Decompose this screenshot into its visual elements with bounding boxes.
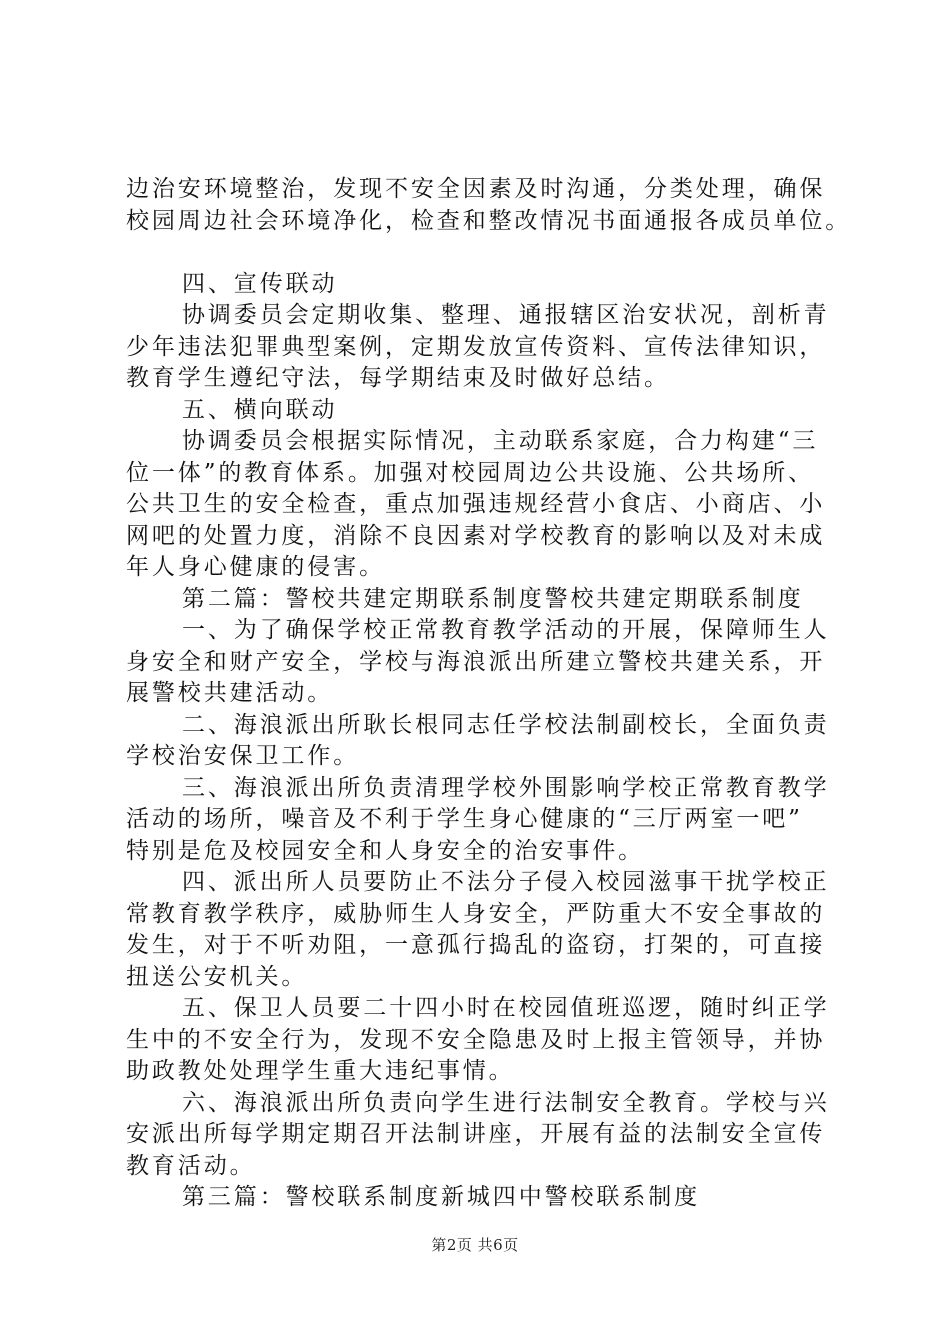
text-line: 五、横向联动 <box>182 396 338 423</box>
text-line: 发生，对于不听劝阻，一意孤行捣乱的盗窃，打架的，可直接 <box>126 932 826 958</box>
text-line: 展警校共建活动。 <box>126 680 334 706</box>
text-line: 教育活动。 <box>126 1152 256 1179</box>
text-line: 特别是危及校园安全和人身安全的治安事件。 <box>126 837 644 864</box>
text-line: 位一体”的教育体系。加强对校园周边公共设施、公共场所、 <box>126 459 815 486</box>
text-line: 五、保卫人员要二十四小时在校园值班巡逻，随时纠正学 <box>182 995 830 1021</box>
text-line: 协调委员会定期收集、整理、通报辖区治安状况，剖析青 <box>182 302 830 328</box>
page-footer: 第2页 共6页 <box>431 1236 519 1254</box>
text-line: 三、海浪派出所负责清理学校外围影响学校正常教育教学 <box>182 774 830 801</box>
text-line: 生中的不安全行为，发现不安全隐患及时上报主管领导，并协 <box>126 1026 826 1053</box>
text-line: 扭送公安机关。 <box>126 963 308 990</box>
text-line: 一、为了确保学校正常教育教学活动的开展，保障师生人 <box>182 617 830 643</box>
text-line: 第三篇：警校联系制度新城四中警校联系制度 <box>182 1184 700 1210</box>
paragraph-gap <box>126 237 846 269</box>
text-line: 二、海浪派出所耿长根同志任学校法制副校长，全面负责 <box>182 711 830 738</box>
text-line: 六、海浪派出所负责向学生进行法制安全教育。学校与兴 <box>182 1089 830 1116</box>
text-line: 网吧的处置力度，消除不良因素对学校教育的影响以及对未成 <box>126 522 826 549</box>
text-line: 安派出所每学期定期召开法制讲座，开展有益的法制安全宣传 <box>126 1121 826 1147</box>
text-line: 公共卫生的安全检查，重点加强违规经营小食店、小商店、小 <box>126 491 826 517</box>
text-line: 助政教处处理学生重大违纪事情。 <box>126 1058 515 1084</box>
text-line: 第二篇：警校共建定期联系制度警校共建定期联系制度 <box>182 585 804 612</box>
text-line: 少年违法犯罪典型案例，定期发放宣传资料、宣传法律知识， <box>126 333 826 360</box>
text-line: 身安全和财产安全，学校与海浪派出所建立警校共建关系，开 <box>126 648 826 675</box>
text-line: 校园周边社会环境净化，检查和整改情况书面通报各成员单位。 <box>126 207 852 234</box>
document-body <box>126 174 852 1214</box>
text-line: 活动的场所，噪音及不利于学生身心健康的“三厅两室一吧” <box>126 806 803 832</box>
text-line: 四、宣传联动 <box>182 270 338 297</box>
text-line: 边治安环境整治，发现不安全因素及时沟通，分类处理，确保 <box>126 176 826 202</box>
text-line: 四、派出所人员要防止不法分子侵入校园滋事干扰学校正 <box>182 869 830 895</box>
text-line: 学校治安保卫工作。 <box>126 743 360 769</box>
text-line: 常教育教学秩序，威胁师生人身安全，严防重大不安全事故的 <box>126 900 826 927</box>
text-line: 教育学生遵纪守法，每学期结束及时做好总结。 <box>126 365 670 391</box>
text-line: 年人身心健康的侵害。 <box>126 554 385 580</box>
text-line: 协调委员会根据实际情况，主动联系家庭，合力构建“三 <box>182 428 819 454</box>
